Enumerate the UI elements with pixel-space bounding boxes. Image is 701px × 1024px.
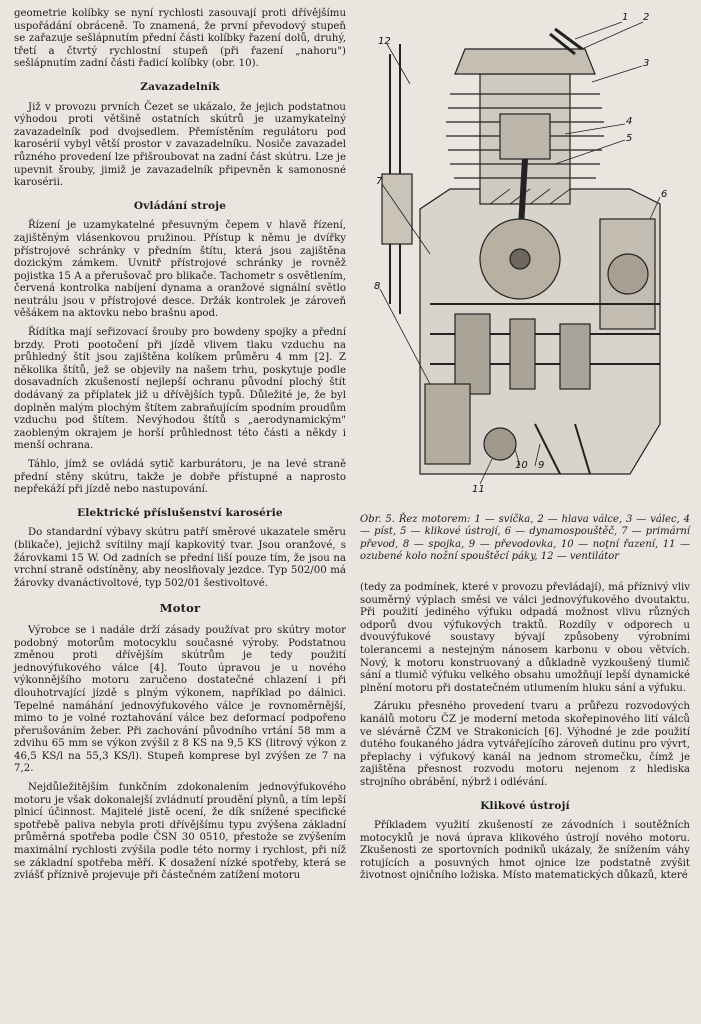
engine-figure (360, 4, 690, 509)
figure-label-12: 12 (378, 36, 391, 47)
figure-label-3: 3 (643, 58, 650, 69)
paragraph-zavazadelnik: Již v provozu prvních Čezet se ukázalo, že jejich podstatnou výhodou proti většině ostatních skútrů je uzamykatelný zavazadelník pod dvojsedlem. Přemístěním regulátoru pod karosérií vybyl větší prostor v zavazadelníku. Nosiče zavazadel různého provedení lze přišroubovat na zadní část skútru. Lze je upevnit šrouby, jimiž je zavazadelník připevněn k samonosné karosérii. (14, 101, 346, 189)
paragraph-klikove: Příkladem využití zkušeností ze závodních i soutěžních motocyklů je nová úprava klikového ústrojí nového motoru. Zkušenosti ze sportovních podniků ukázaly, že snížením váhy rotujících a posuvných hmot ojnice lze podstatně zvýšit životnost ojničního ložiska. Místo matematických důkazů, které (360, 820, 690, 882)
paragraph-ovladani-3: Táhlo, jímž se ovládá sytič karburátoru, je na levé straně přední stěny skútru, takže je dobře přístupné a naprosto nepřekáží při jízdě nebo nastupování. (14, 459, 346, 496)
figure-label-7: 7 (376, 176, 383, 187)
engine-cross-section-drawing (360, 4, 690, 509)
heading-zavazadelnik: Zavazadelník (140, 80, 220, 93)
figure-caption: Obr. 5. Řez motorem: 1 — svíčka, 2 — hlava válce, 3 — válec, 4 — píst, 5 — klikové ústrojí, 6 — dynamospouštěč, 7 — primární převod, 8 — spojka, 9 — převodovka, 10 — noţní řazení, 11 — ozubené kolo nožní spouštěcí páky, 12 — ventilátor (360, 514, 690, 563)
figure-label-11: 11 (472, 484, 485, 495)
figure-label-1: 1 (622, 12, 629, 23)
figure-label-5: 5 (626, 133, 633, 144)
paragraph-intro: geometrie kolíbky se nyní rychlosti zasouvají proti dřívějšímu uspořádání obráceně. To znamená, že první převodový stupeň se zařazuje sešlápnutím přední části kolíbky řazení dolů, druhý, třetí a čtvrtý rychlostní stupeň (při řazení „nahoru") sešlápnutím zadní části řadicí kolíbky (obr. 10). (14, 8, 346, 70)
figure-label-4: 4 (626, 116, 633, 127)
heading-motor: Motor (159, 601, 201, 616)
figure-label-10: 10 (515, 460, 528, 471)
paragraph-motor-2: Nejdůležitějším funkčním zdokonalením jednovýfukového motoru je však dokonalejší zvládnutí proudění plynů, a tím lepší plnicí účinnost. Majitelé jistě ocení, že dík snížené specifické spotřebě paliva nebyla proti dřívějšímu typu zvýšena základní průměrná spotřeba podle ČSN 30 0510, přestože se zvýšením maximální rychlosti zvýšila podle této normy i rychlost, při níž se základní spotřeba měří. K dosažení nízké spotřeby, která se zvlášť příznivě projevuje při částečném zatížení motoru (14, 782, 346, 882)
figure-label-6: 6 (661, 189, 668, 200)
right-text-column (360, 582, 690, 889)
heading-klikove: Klikové ústrojí (480, 799, 570, 812)
heading-elektricke: Elektrické příslušenství karosérie (77, 506, 283, 519)
paragraph-ovladani-1: Řízení je uzamykatelné přesuvným čepem v hlavě řízení, zajištěným vlásenkovou pružinou. Přístup k němu je dvířky přístrojové schránky v předním štítu, která jsou zajištěna dozickým zámkem. Uvnitř přístrojové schránky je rovněž pojistka 15 A a přerušovač pro blikače. Tachometr s osvětlením, červená kontrolka nabíjení dynama a oranžové signální světlo neutrálu jsou v přístrojové desce. Držák kontrolek je zároveň věšákem na aktovku nebo brašnu apod. (14, 220, 346, 320)
figure-label-2: 2 (643, 12, 650, 23)
paragraph-ovladani-2: Řídítka mají seřizovací šrouby pro bowdeny spojky a přední brzdy. Proti pootočení při jízdě vlivem tlaku vzduchu na průhledný štít jsou zajištěna kolíkem průměru 4 mm [2]. Z několika štítů, jež se objevily na našem trhu, poskytuje podle dosavadních zkušeností nejlepší ochranu původní plochý štít dodávaný za příplatek již u dřívějších typů. Důležité je, že byl doplněn malým plochým štítem zabraňujícím spodním proudům vzduchu pod štítem. Nevýhodou štítů s „aerodynamickým" zaobleným okrajem je horší průhlednost této části a někdy i menší ochrana. (14, 327, 346, 452)
heading-ovladani: Ovládání stroje (133, 199, 227, 212)
paragraph-right-2: Záruku přesného provedení tvaru a průřezu rozvodových kanálů motoru ČZ je moderní metoda skořepinového lití válců ve slévárně ČZM ve Strakonicích [6]. Výhodné je zde použití dutého foukaného jádra vytvářejícího zároveň dutinu pro vývrt, přeplachy i výfukový kanál na jednom stromečku, čímž je zajištěna přesnost rozvodu motoru nejenom z hlediska strojního obrábění, nýbrž i odlévání. (360, 701, 690, 788)
figure-label-9: 9 (538, 460, 545, 471)
paragraph-right-1: (tedy za podmínek, které v provozu převládají), má příznivý vliv souměrný výplach směsi ve válci jednovýfukového dvoutaktu. Při použití jediného výfuku odpadá možnost vlivu různých odporů dvou výfukových traktů. Rozdíly v odporech u dvouvýfukové soustavy bývají způsobeny výrobními tolerancemi a nestejným nánosem karbonu v obou větvích. Nový, k motoru konstruovaný a důkladně vyzkoušený tlumič sání a tlumič výfuku velkého obsahu umožňují lepší dynamické plnění motoru při dostatečném utlumením hluku sání a výfuku. (360, 582, 690, 694)
figure-label-8: 8 (374, 281, 381, 292)
paragraph-motor-1: Výrobce se i nadále drží zásady používat pro skútry motor podobný motorům motocyklu současné výroby. Podstatnou změnou proti dřívějším skútrům je tedy použití jednovýfukového válce [4]. Touto úpravou je u nového výkonnějšího motoru zaručeno dostatečné chlazení i při dlouhotrvající jízdě s plným výkonem, například po dálnici. Tepelné namáhání jednovýfukového válce je rovnoměrnější, mimo to je volné roztahování válce bez deformací podpořeno přerušováním žeber. Při zachování původního vrtání 58 mm a zdvihu 65 mm se výkon zvýšil z 8 KS na 9,5 KS (litrový výkon z 46,5 KS/l na 55,3 KS/l). Stupeň komprese byl zvýšen ze 7 na 7,2. (14, 624, 346, 775)
left-text-column (14, 8, 346, 889)
paragraph-elektricke: Do standardní výbavy skútru patří směrové ukazatele směru (blikače), jejichž svítilny mají kapkovitý tvar. Jsou oranžové, s žárovkami 15 W. Od zadních se přední liší pouze tím, že jsou na vrchní straně odstíněny, aby neoslňovaly jezdce. Typ 502/00 má žárovky dvanáctivoltové, typ 502/01 šestivoltové. (14, 527, 346, 589)
